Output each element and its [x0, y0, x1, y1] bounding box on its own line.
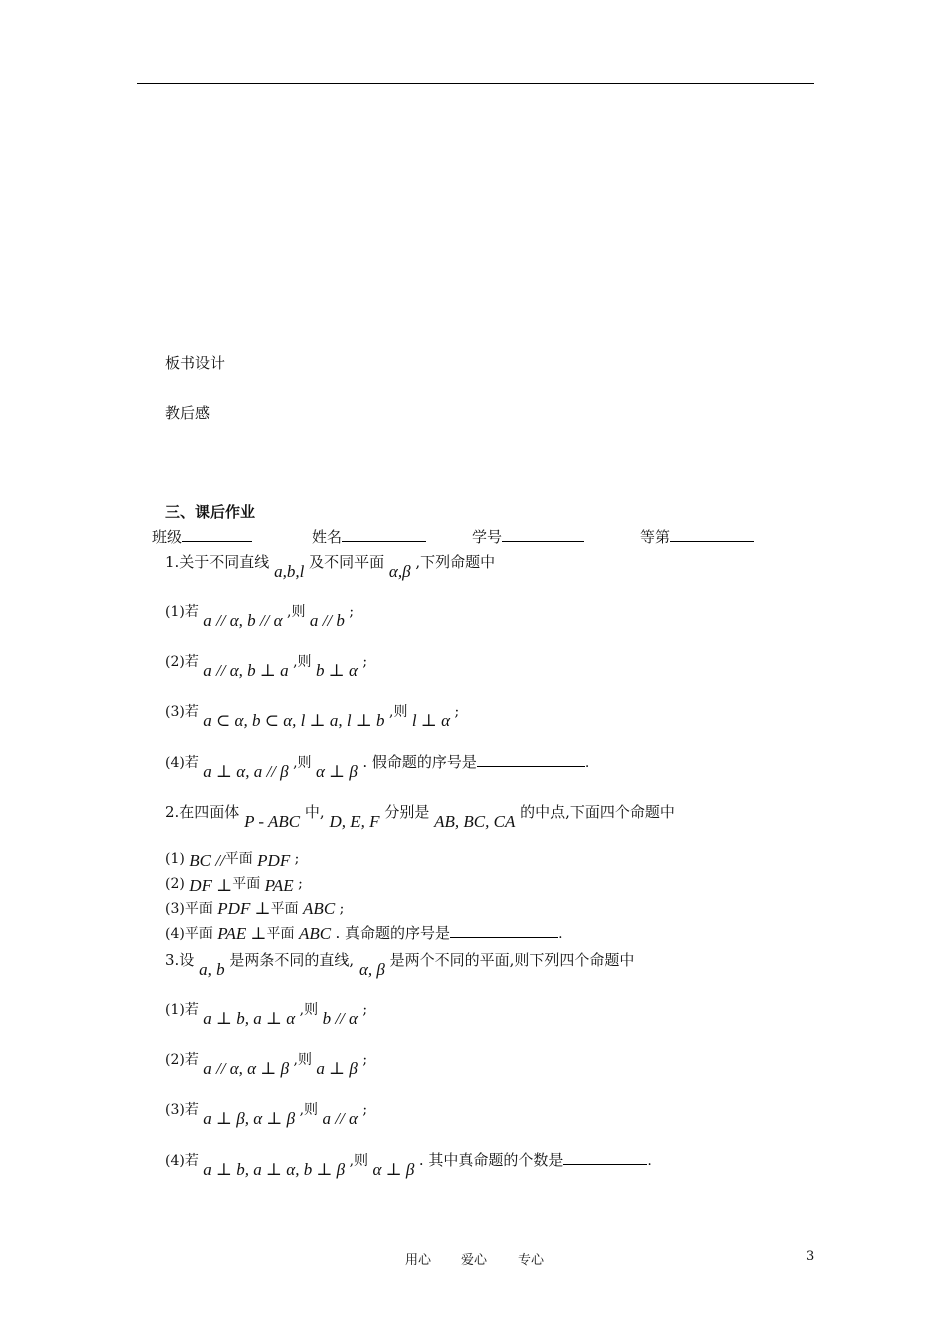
item-label: (3)平面 [165, 901, 213, 917]
q2-intro-b: 中, [304, 803, 325, 821]
item-label: (1)若 [165, 1002, 199, 1018]
item-result: α ⊥ β [315, 762, 358, 781]
q1-intro-a: 1.关于不同直线 [165, 553, 270, 571]
item-plane: 平面 [266, 926, 295, 942]
item-condition: a // α, b ⊥ a [203, 661, 289, 680]
item-condition: a ⊥ α, a // β [203, 762, 289, 781]
item-label: (3)若 [165, 704, 199, 720]
homework-heading: 三、课后作业 [165, 503, 256, 521]
item-condition: a // α, α ⊥ β [203, 1059, 290, 1078]
item-label: (1)若 [165, 604, 199, 620]
item-result: b ⊥ α [316, 661, 358, 680]
q2-intro [165, 801, 675, 831]
id-field [472, 526, 584, 547]
item-math-2: ABC [298, 924, 332, 943]
item-label: (2)若 [165, 1052, 199, 1068]
q2-points-math: D, E, F [329, 812, 380, 831]
q2-answer-blank[interactable] [450, 923, 558, 938]
q3-item-1 [165, 999, 368, 1028]
q1-item-2 [165, 651, 368, 680]
q1-intro-c: ,下列命题中 [415, 553, 496, 571]
item-result: α ⊥ β [372, 1160, 415, 1179]
name-blank[interactable] [342, 527, 426, 542]
item-tail: . [584, 755, 590, 771]
q1-item-3 [165, 701, 460, 730]
item-label: (2)若 [165, 654, 199, 670]
item-then: ,则 [293, 1052, 312, 1068]
item-label: (1) [165, 851, 185, 867]
board-design-label: 板书设计 [165, 354, 226, 372]
item-then: ,则 [287, 604, 306, 620]
item-end: ; [339, 901, 345, 917]
grade-field [640, 526, 754, 547]
class-blank[interactable] [182, 527, 252, 542]
header-rule [137, 83, 814, 84]
q3-item-2 [165, 1049, 368, 1078]
footer-motto-3: 专心 [518, 1253, 545, 1268]
q1-item-4 [165, 751, 590, 781]
item-math-2: ABC [303, 899, 336, 918]
q1-intro-b: 及不同平面 [309, 553, 385, 571]
item-result: a ⊥ β [316, 1059, 358, 1078]
class-label: 班级 [152, 528, 183, 546]
item-end: ; [454, 704, 460, 720]
name-field [312, 526, 426, 547]
q1-intro [165, 551, 496, 581]
item-result: a // α [322, 1109, 358, 1128]
id-label: 学号 [472, 528, 503, 546]
q1-planes-math: α,β [388, 562, 411, 581]
class-field [152, 526, 252, 547]
item-label: (3)若 [165, 1102, 199, 1118]
item-math-1: BC // [189, 851, 225, 870]
q2-intro-a: 2.在四面体 [165, 803, 240, 821]
item-plane: 平面 [270, 901, 299, 917]
item-plane: 平面 [232, 876, 261, 892]
item-tail: . [647, 1153, 652, 1169]
footer-motto-1: 用心 [405, 1253, 432, 1268]
item-end: ; [362, 1002, 368, 1018]
item-condition: a ⊂ α, b ⊂ α, l ⊥ a, l ⊥ b [203, 711, 385, 730]
item-plane: 平面 [224, 851, 253, 867]
q3-intro-a: 3.设 [165, 951, 195, 969]
item-end: ; [349, 604, 355, 620]
q2-item-4 [165, 922, 563, 943]
item-math-1: DF ⊥ [189, 876, 233, 895]
q2-intro-c: 分别是 [384, 803, 430, 821]
item-label: (4)平面 [165, 926, 213, 942]
q3-planes-math: α, β [358, 960, 385, 979]
item-end: ; [294, 851, 300, 867]
item-condition: a ⊥ β, α ⊥ β [203, 1109, 296, 1128]
q3-intro [165, 949, 635, 979]
item-math-1: PAE ⊥ [217, 924, 267, 943]
id-blank[interactable] [502, 527, 584, 542]
q3-intro-c: 是两个不同的平面,则下列四个命题中 [389, 951, 635, 969]
item-end: . 真命题的序号是 [335, 924, 451, 942]
q3-item-3 [165, 1099, 368, 1128]
item-condition: a ⊥ b, a ⊥ α, b ⊥ β [203, 1160, 346, 1179]
name-label: 姓名 [312, 528, 343, 546]
item-condition: a ⊥ b, a ⊥ α [203, 1009, 296, 1028]
item-result: a // b [309, 611, 345, 630]
reflection-label: 教后感 [165, 404, 211, 422]
item-then: ,则 [293, 755, 312, 771]
page-number: 3 [806, 1249, 815, 1264]
item-end: ; [298, 876, 303, 892]
item-end: . 假命题的序号是 [362, 753, 477, 771]
item-math-1: PDF ⊥ [217, 899, 271, 918]
item-then: ,则 [299, 1102, 319, 1118]
item-end: ; [362, 1052, 368, 1068]
q1-item-1 [165, 601, 355, 630]
item-then: ,则 [293, 654, 312, 670]
q1-lines-math: a,b,l [274, 562, 305, 581]
q2-item-2 [165, 873, 303, 893]
q3-answer-blank[interactable] [563, 1150, 647, 1165]
item-then: ,则 [349, 1153, 369, 1169]
grade-label: 等第 [640, 528, 671, 546]
q2-item-3 [165, 898, 344, 918]
q2-intro-d: 的中点,下面四个命题中 [520, 803, 675, 821]
q1-answer-blank[interactable] [477, 752, 585, 767]
footer-motto-2: 爱心 [461, 1253, 488, 1268]
q2-item-1 [165, 848, 299, 868]
item-end: ; [362, 654, 368, 670]
q3-intro-b: 是两条不同的直线, [229, 951, 355, 969]
item-end: ; [362, 1102, 368, 1118]
item-math-2: PDF [257, 851, 291, 870]
item-then: ,则 [389, 704, 408, 720]
item-result: b // α [322, 1009, 358, 1028]
q2-edges-math: AB, BC, CA [434, 812, 516, 831]
grade-blank[interactable] [670, 527, 754, 542]
q3-lines-math: a, b [199, 960, 225, 979]
item-math-2: PAE [264, 876, 294, 895]
item-end: . 其中真命题的个数是 [418, 1151, 564, 1169]
item-result: l ⊥ α [411, 711, 451, 730]
item-tail: . [558, 926, 563, 942]
item-condition: a // α, b // α [203, 611, 283, 630]
item-label: (4)若 [165, 1153, 199, 1169]
q3-item-4 [165, 1149, 652, 1179]
q2-tetra-math: P - ABC [244, 812, 301, 831]
item-then: ,则 [299, 1002, 319, 1018]
item-label: (2) [165, 876, 185, 892]
item-label: (4)若 [165, 755, 199, 771]
